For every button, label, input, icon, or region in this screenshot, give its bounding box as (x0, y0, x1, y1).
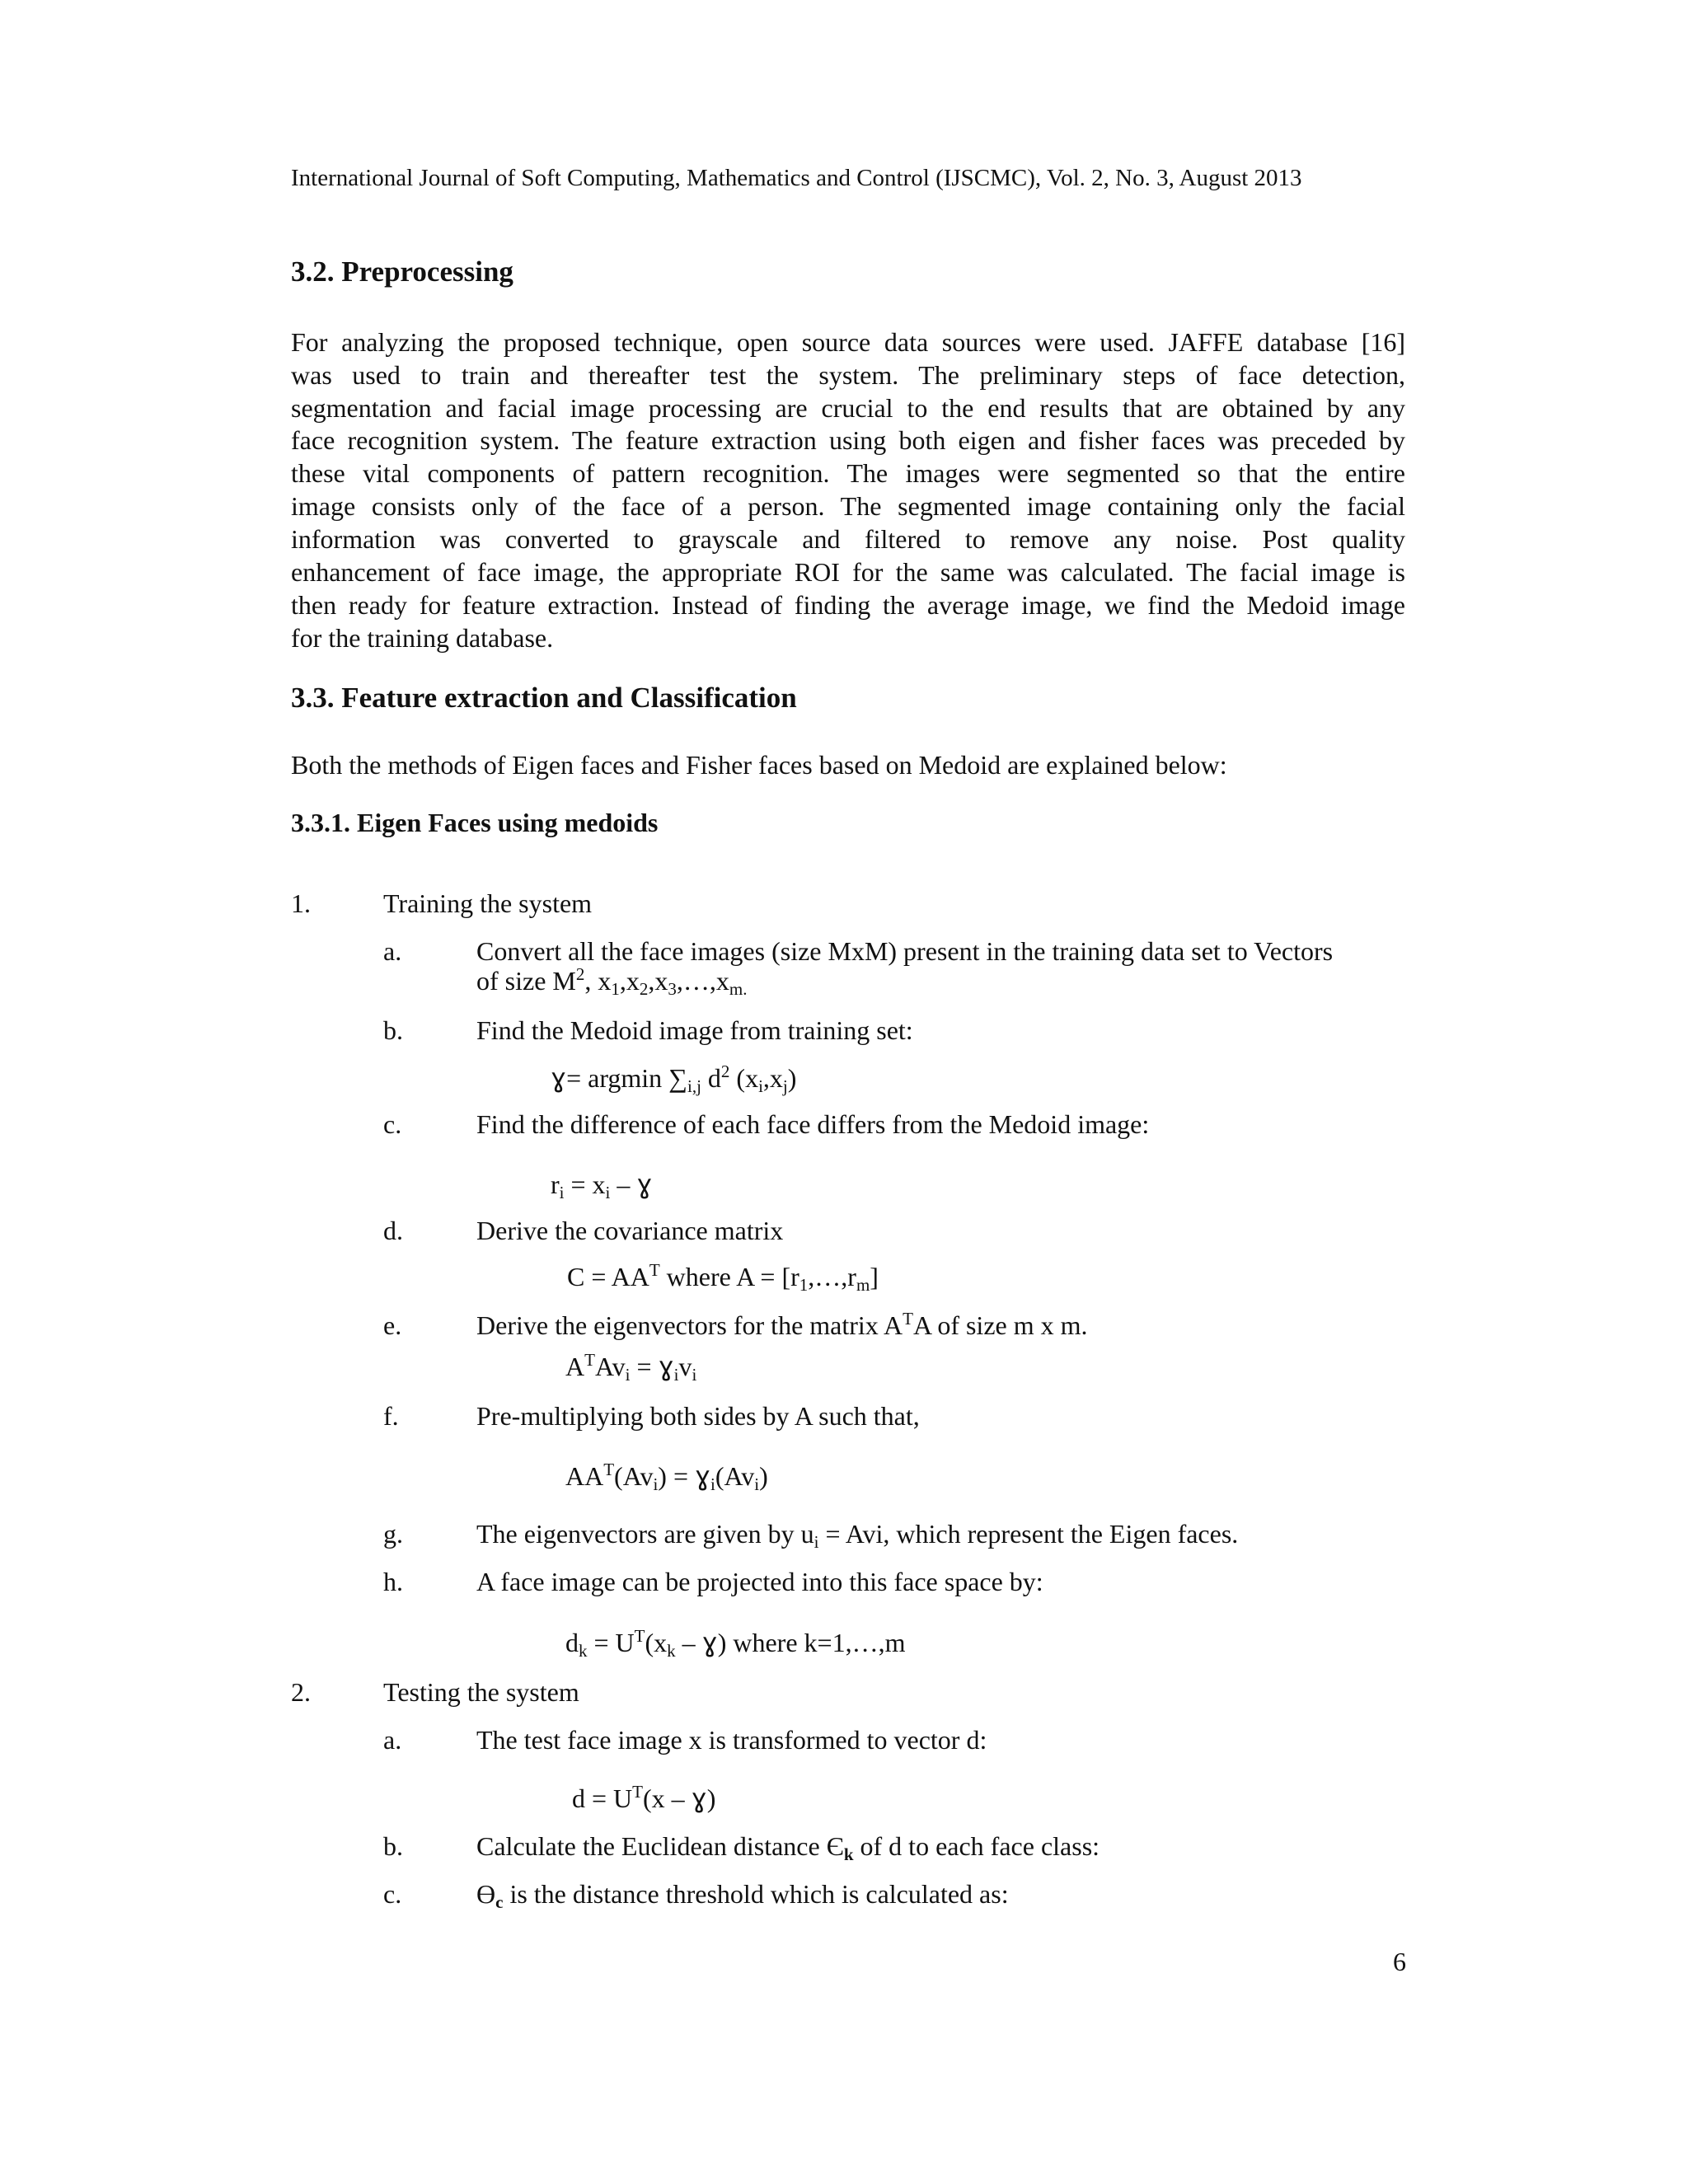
item-text: The eigenvectors are given by $u_i$ = Avi, which represent the Eigen faces. (476, 1519, 1239, 1552)
item-letter: c. (383, 1879, 402, 1909)
item-text: Find the Medoid image from training set: (476, 1015, 913, 1045)
equation-eigenvectors: $A^TAv_i$ = $ɣ_iv_i$ (565, 1350, 697, 1385)
paragraph-line: these vital components of pattern recognition. The images were segmented so that the entire (291, 458, 1405, 488)
section-heading-feature-extraction: 3.3. Feature extraction and Classification (291, 682, 797, 714)
paragraph-line: image consists only of the face of a person. The segmented image containing only the facial (291, 491, 1405, 521)
equation-difference: $r_i = x_i$ – ɣ (551, 1169, 653, 1202)
item-letter: g. (383, 1519, 403, 1549)
item-text: Calculate the Euclidean distance $Є_k$ of d to each face class: (476, 1831, 1100, 1864)
list-title-training: Training the system (383, 888, 593, 918)
paragraph-line: face recognition system. The feature extraction using both eigen and fisher faces was preceded by (291, 425, 1405, 455)
running-header: International Journal of Soft Computing, Mathematics and Control (IJSCMC), Vol. 2, No. 3, August 2013 (291, 165, 1302, 191)
item-letter: a. (383, 936, 402, 966)
subsection-heading-eigen-faces: 3.3.1. Eigen Faces using medoids (291, 808, 659, 837)
equation-projection: $d_k = U^T(x_k$ – ɣ) where k=1,…,m (565, 1626, 906, 1661)
paragraph-line: was used to train and thereafter test the system. The preliminary steps of face detection, (291, 360, 1405, 390)
paragraph-line: for the training database. (291, 623, 554, 653)
item-letter: d. (383, 1216, 403, 1245)
item-text: Derive the covariance matrix (476, 1216, 784, 1245)
item-letter: c. (383, 1109, 402, 1139)
item-letter: h. (383, 1567, 403, 1596)
page-number: 6 (1393, 1947, 1406, 1976)
item-text: Derive the eigenvectors for the matrix $A^TA$ of size m x m. (476, 1309, 1088, 1340)
item-text: A face image can be projected into this face space by: (476, 1567, 1043, 1596)
equation-premultiply: $AA^T(Av_i)$ = $ɣ_i(Av_i)$ (565, 1460, 768, 1494)
equation-covariance: $C = AA^T$ where $A = [r_1,\dots,r_m]$ (567, 1260, 879, 1295)
paragraph-line: then ready for feature extraction. Instead of finding the average image, we find the Medoid image (291, 590, 1405, 620)
item-text: $ϴ_c$ is the distance threshold which is calculated as: (476, 1879, 1009, 1912)
paragraph-line: enhancement of face image, the appropriate ROI for the same was calculated. The facial image is (291, 557, 1405, 587)
equation-test-transform: $d = U^T(x$ – ɣ) (572, 1782, 716, 1814)
item-text: Convert all the face images (size MxM) present in the training data set to Vectors (476, 936, 1334, 966)
paragraph-line: For analyzing the proposed technique, open source data sources were used. JAFFE database [16] (291, 327, 1405, 357)
equation-medoid: ɣ= argmin $\sum_{i,j}$ $d^2$ $(x_i,x_j)$ (551, 1062, 797, 1096)
item-text-continued: of size $M^2$, $x_1,x_2,x_3,\dots,x_{m.}$ (476, 964, 748, 999)
item-letter: e. (383, 1310, 402, 1340)
section-heading-preprocessing: 3.2. Preprocessing (291, 255, 513, 288)
paragraph-line: segmentation and facial image processing are crucial to the end results that are obtained by any (291, 393, 1405, 423)
item-letter: f. (383, 1401, 399, 1431)
item-text: The test face image x is transformed to vector d: (476, 1725, 987, 1755)
item-letter: b. (383, 1831, 403, 1861)
item-letter: b. (383, 1015, 403, 1045)
paragraph-line: information was converted to grayscale and filtered to remove any noise. Post quality (291, 524, 1405, 554)
list-title-testing: Testing the system (383, 1677, 579, 1707)
item-text: Find the difference of each face differs from the Medoid image: (476, 1109, 1150, 1139)
item-letter: a. (383, 1725, 402, 1755)
item-text: Pre-multiplying both sides by A such that, (476, 1401, 920, 1431)
list-number: 2. (291, 1677, 311, 1707)
section-intro: Both the methods of Eigen faces and Fisher faces based on Medoid are explained below: (291, 750, 1227, 780)
list-number: 1. (291, 888, 311, 918)
